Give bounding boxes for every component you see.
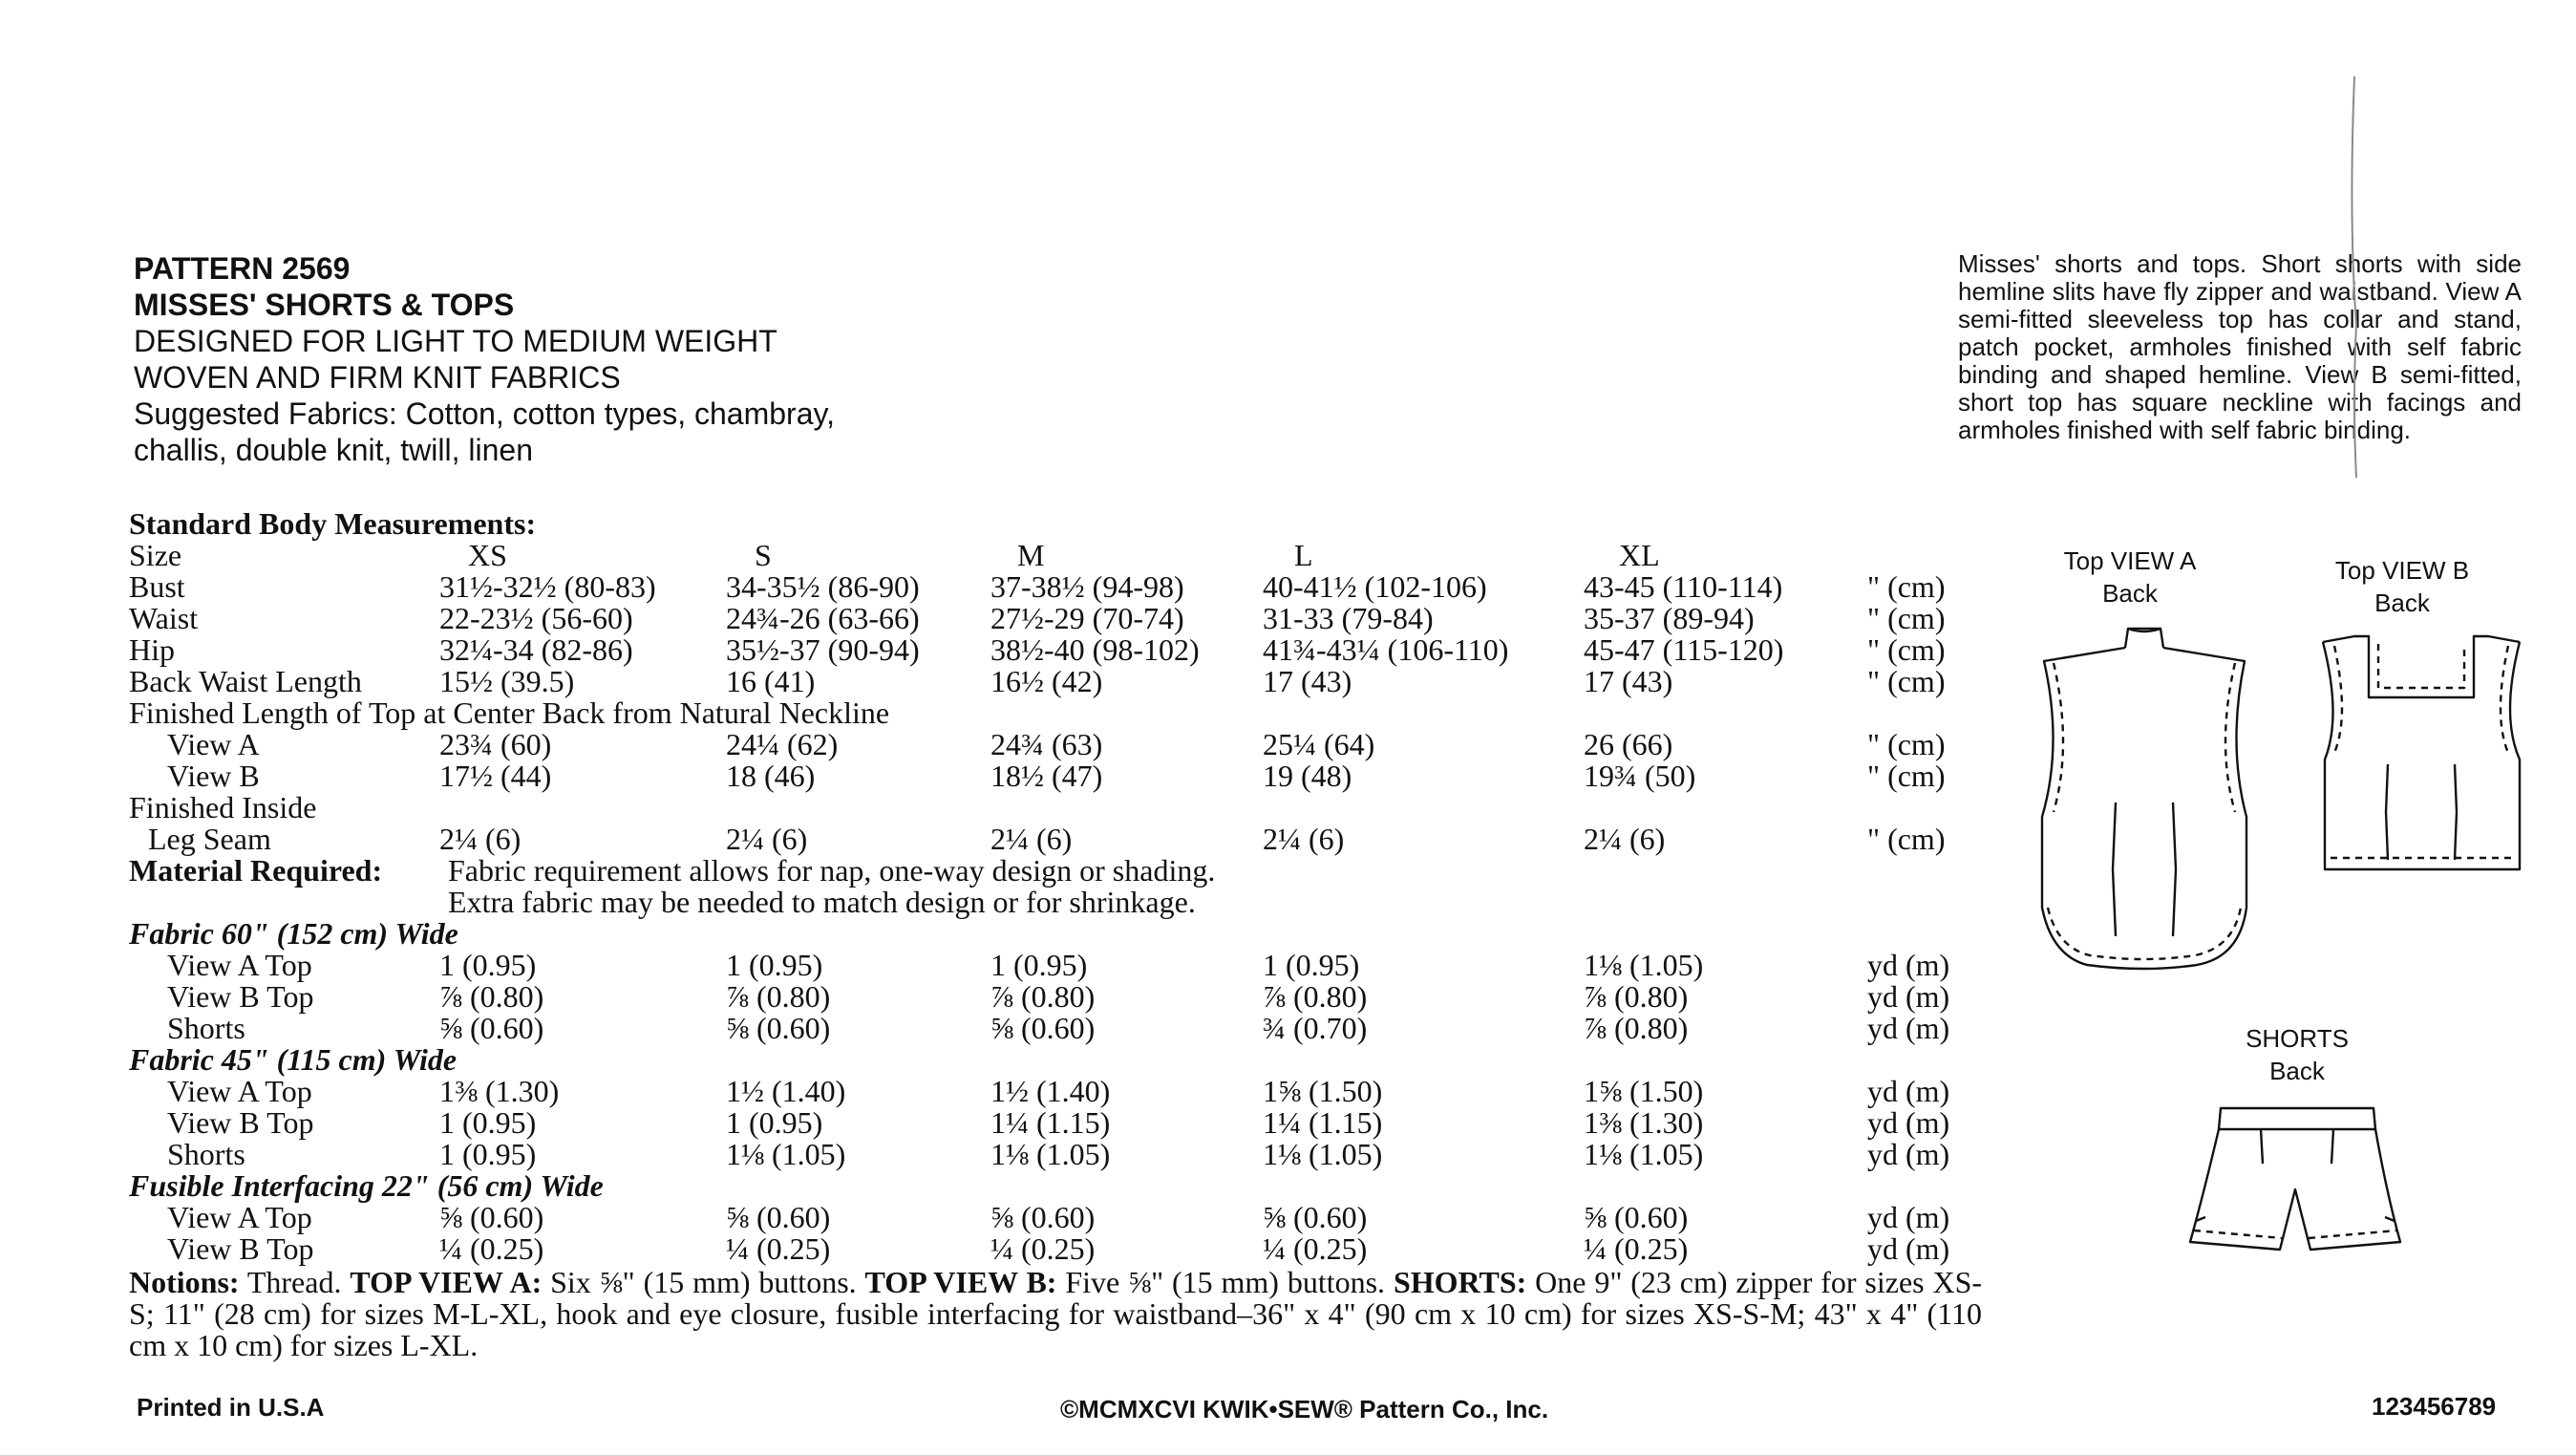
row-label: Waist	[129, 601, 199, 635]
cell-value: 25¼ (64)	[1263, 727, 1375, 761]
row-label: View B Top	[167, 1105, 314, 1140]
notions-text-2: Six ⅝" (15 mm) buttons.	[542, 1265, 865, 1299]
shorts-subtitle: Back	[2269, 1057, 2325, 1085]
cell-value: 43-45 (110-114)	[1584, 569, 1783, 604]
cell-value: 17½ (44)	[439, 759, 552, 793]
material-note-line-2: Extra fabric may be needed to match design or for shrinkage.	[448, 885, 1196, 919]
cell-value: 24¼ (62)	[726, 727, 839, 761]
cell-value: 17 (43)	[1584, 664, 1673, 698]
cell-value: 2¼ (6)	[439, 822, 522, 856]
cell-value: ⅞ (0.80)	[990, 979, 1096, 1014]
cell-value: 35-37 (89-94)	[1584, 601, 1755, 635]
notions-text-3: Five ⅝" (15 mm) buttons.	[1056, 1265, 1394, 1299]
notions-text-4: One 9" (23 cm) zipper for sizes XS-S; 11" (28 cm) for sizes M-L-XL, hook and eye closure, fusible interfacing for waistband–36" x 4" (90 cm x 10 cm) for sizes XS-S-M; 43" x 4" (110 cm x 10 cm) for sizes L-XL.	[129, 1265, 1983, 1362]
view-b-subtitle: Back	[2374, 588, 2430, 617]
notions-view-a-label: TOP VIEW A:	[350, 1265, 543, 1299]
pattern-number: PATTERN 2569	[134, 251, 351, 286]
view-a-label	[2025, 545, 2235, 610]
unit-label: yd (m)	[1867, 948, 1950, 982]
cell-value: 19 (48)	[1263, 759, 1352, 793]
measurement-table	[129, 508, 1987, 1368]
row-label: Leg Seam	[148, 822, 271, 856]
cell-value: ¼ (0.25)	[726, 1231, 831, 1266]
cell-value: 34-35½ (86-90)	[726, 569, 920, 604]
notions-view-b-label: TOP VIEW B:	[864, 1265, 1057, 1299]
fold-line-artifact	[2345, 76, 2364, 478]
cell-value: 31½-32½ (80-83)	[439, 569, 656, 604]
cell-value: 1⅝ (1.50)	[1584, 1074, 1704, 1108]
row-label: View B Top	[167, 1231, 314, 1266]
cell-value: 15½ (39.5)	[439, 664, 575, 698]
pattern-title: MISSES' SHORTS & TOPS	[134, 288, 515, 322]
cell-value: 1⅜ (1.30)	[1584, 1105, 1704, 1140]
cell-value: 26 (66)	[1584, 727, 1673, 761]
row-label: View A Top	[167, 948, 312, 982]
cell-value: 19¾ (50)	[1584, 759, 1696, 793]
cell-value: ⅝ (0.60)	[439, 1011, 544, 1045]
cell-value: 2¼ (6)	[1263, 822, 1345, 856]
cell-value: ¼ (0.25)	[990, 1231, 1096, 1266]
cell-value: ¼ (0.25)	[1584, 1231, 1689, 1266]
row-label: Shorts	[167, 1137, 245, 1171]
cell-value: ⅞ (0.80)	[439, 979, 544, 1014]
cell-value: 1 (0.95)	[726, 1105, 823, 1140]
unit-label: yd (m)	[1867, 1137, 1950, 1171]
cell-value: 37-38½ (94-98)	[990, 569, 1184, 604]
row-label: View A Top	[167, 1074, 312, 1108]
notions-shorts-label: SHORTS:	[1393, 1265, 1527, 1299]
cell-value: 16 (41)	[726, 664, 816, 698]
material-note-line-1: Fabric requirement allows for nap, one-way design or shading.	[448, 853, 1216, 888]
cell-value: 1¼ (1.15)	[990, 1105, 1111, 1140]
notions-text-1: Thread.	[239, 1265, 351, 1299]
size-xl: XL	[1619, 538, 1660, 572]
cell-value: 1⅛ (1.05)	[1584, 948, 1704, 982]
cell-value: 18 (46)	[726, 759, 816, 793]
top-view-b-back-drawing	[2311, 631, 2531, 884]
cell-value: ⅝ (0.60)	[990, 1011, 1096, 1045]
unit-label: yd (m)	[1867, 1200, 1950, 1234]
cell-value: 24¾ (63)	[990, 727, 1103, 761]
view-a-title: Top VIEW A	[2063, 546, 2197, 575]
cell-value: ⅞ (0.80)	[726, 979, 831, 1014]
cell-value: 1⅛ (1.05)	[1584, 1137, 1704, 1171]
cell-value: 1¼ (1.15)	[1263, 1105, 1383, 1140]
cell-value: 1½ (1.40)	[990, 1074, 1111, 1108]
cell-value: 1⅛ (1.05)	[990, 1137, 1111, 1171]
pattern-description: Misses' shorts and tops. Short shorts with side hemline slits have fly zipper and waistband. View A semi-fitted sleeveless top has collar and stand, patch pocket, armholes finished with self fabric binding and shaped hemline. View B semi-fitted, short top has square neckline with facings and armholes finished with self fabric binding.	[1958, 249, 2522, 444]
cell-value: ¼ (0.25)	[1263, 1231, 1368, 1266]
size-xs: XS	[468, 538, 507, 572]
unit-label: " (cm)	[1867, 822, 1946, 856]
cell-value: 18½ (47)	[990, 759, 1103, 793]
suggested-fabrics-line-1: Suggested Fabrics: Cotton, cotton types, chambray,	[134, 396, 835, 431]
designed-line-2: WOVEN AND FIRM KNIT FABRICS	[134, 360, 621, 395]
row-label: Hip	[129, 632, 175, 667]
fabric-group-heading: Fabric 60" (152 cm) Wide	[129, 916, 458, 951]
size-label: Size	[129, 538, 182, 572]
cell-value: ¼ (0.25)	[439, 1231, 544, 1266]
row-label: View A	[167, 727, 260, 761]
cell-value: 45-47 (115-120)	[1584, 632, 1784, 667]
cell-value: 1 (0.95)	[439, 948, 537, 982]
cell-value: ¾ (0.70)	[1263, 1011, 1368, 1045]
copyright-label: ©MCMXCVI KWIK•SEW® Pattern Co., Inc.	[1060, 1395, 1549, 1423]
cell-value: 1⅜ (1.30)	[439, 1074, 560, 1108]
cell-value: ⅝ (0.60)	[439, 1200, 544, 1234]
cell-value: 1 (0.95)	[439, 1105, 537, 1140]
cell-value: 1 (0.95)	[726, 948, 823, 982]
row-label: Shorts	[167, 1011, 245, 1045]
unit-label: " (cm)	[1867, 601, 1946, 635]
size-m: M	[1017, 538, 1045, 572]
cell-value: 1 (0.95)	[1263, 948, 1360, 982]
cell-value: 1 (0.95)	[439, 1137, 537, 1171]
cell-value: 1½ (1.40)	[726, 1074, 846, 1108]
row-label: Back Waist Length	[129, 664, 362, 698]
row-label: Bust	[129, 569, 185, 604]
cell-value: 31-33 (79-84)	[1263, 601, 1434, 635]
unit-label: " (cm)	[1867, 727, 1946, 761]
cell-value: 22-23½ (56-60)	[439, 601, 633, 635]
size-s: S	[755, 538, 772, 572]
row-label: View B Top	[167, 979, 314, 1014]
cell-value: ⅞ (0.80)	[1263, 979, 1368, 1014]
cell-value: ⅞ (0.80)	[1584, 1011, 1689, 1045]
cell-value: ⅝ (0.60)	[726, 1011, 831, 1045]
notions-label: Notions:	[129, 1265, 240, 1299]
cell-value: 16½ (42)	[990, 664, 1103, 698]
cell-value: 2¼ (6)	[726, 822, 808, 856]
suggested-fabrics-line-2: challis, double knit, twill, linen	[134, 433, 533, 467]
cell-value: 1⅛ (1.05)	[726, 1137, 846, 1171]
view-b-label	[2297, 554, 2507, 619]
printed-in-label: Printed in U.S.A	[137, 1393, 325, 1422]
cell-value: 40-41½ (102-106)	[1263, 569, 1487, 604]
shorts-title: SHORTS	[2246, 1024, 2349, 1053]
cell-value: ⅞ (0.80)	[1584, 979, 1689, 1014]
unit-label: yd (m)	[1867, 979, 1950, 1014]
pattern-header	[134, 250, 993, 468]
inside-leg-heading-text: Finished Inside	[129, 790, 317, 824]
cell-value: 2¼ (6)	[1584, 822, 1666, 856]
unit-label: " (cm)	[1867, 664, 1946, 698]
unit-label: " (cm)	[1867, 632, 1946, 667]
top-view-a-back-drawing	[2025, 621, 2264, 994]
unit-label: yd (m)	[1867, 1074, 1950, 1108]
cell-value: ⅝ (0.60)	[1263, 1200, 1368, 1234]
designed-line-1: DESIGNED FOR LIGHT TO MEDIUM WEIGHT	[134, 324, 777, 358]
cell-value: 17 (43)	[1263, 664, 1352, 698]
shorts-back-drawing	[2182, 1099, 2412, 1261]
product-code: 123456789	[2372, 1392, 2497, 1421]
cell-value: ⅝ (0.60)	[1584, 1200, 1689, 1234]
cell-value: 23¾ (60)	[439, 727, 552, 761]
shorts-label	[2187, 1022, 2407, 1087]
unit-label: " (cm)	[1867, 759, 1946, 793]
cell-value: 32¼-34 (82-86)	[439, 632, 633, 667]
fabric-group-heading: Fabric 45" (115 cm) Wide	[129, 1042, 458, 1077]
view-a-subtitle: Back	[2102, 579, 2158, 608]
row-label: View A Top	[167, 1200, 312, 1234]
cell-value: 35½-37 (90-94)	[726, 632, 920, 667]
finished-length-heading-text: Finished Length of Top at Center Back from Natural Neckline	[129, 695, 890, 730]
notions-paragraph	[129, 1267, 1982, 1361]
cell-value: 1⅝ (1.50)	[1263, 1074, 1383, 1108]
unit-label: " (cm)	[1867, 569, 1946, 604]
cell-value: 38½-40 (98-102)	[990, 632, 1200, 667]
unit-label: yd (m)	[1867, 1011, 1950, 1045]
cell-value: 1 (0.95)	[990, 948, 1088, 982]
measurements-heading-text: Standard Body Measurements:	[129, 506, 537, 541]
row-label: View B	[167, 759, 260, 793]
cell-value: 41¾-43¼ (106-110)	[1263, 632, 1509, 667]
cell-value: ⅝ (0.60)	[726, 1200, 831, 1234]
cell-value: 24¾-26 (63-66)	[726, 601, 920, 635]
cell-value: 27½-29 (70-74)	[990, 601, 1184, 635]
view-b-title: Top VIEW B	[2334, 556, 2470, 585]
material-required-label: Material Required:	[129, 853, 383, 888]
unit-label: yd (m)	[1867, 1105, 1950, 1140]
cell-value: 1⅛ (1.05)	[1263, 1137, 1383, 1171]
cell-value: 2¼ (6)	[990, 822, 1073, 856]
size-l: L	[1294, 538, 1313, 572]
fabric-group-heading: Fusible Interfacing 22" (56 cm) Wide	[129, 1168, 604, 1203]
unit-label: yd (m)	[1867, 1231, 1950, 1266]
cell-value: ⅝ (0.60)	[990, 1200, 1096, 1234]
